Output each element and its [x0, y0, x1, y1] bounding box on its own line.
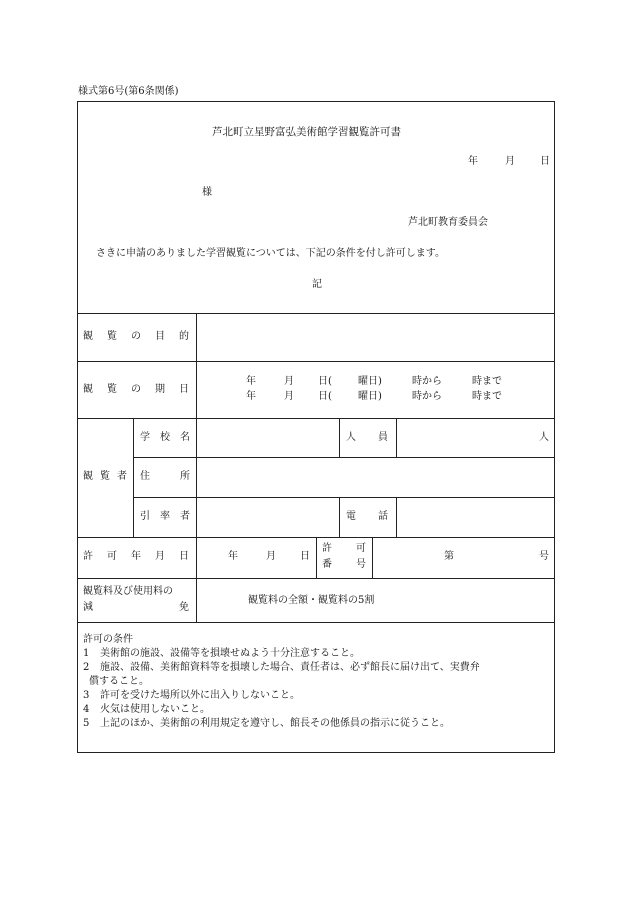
condition-text: 許可を受けた場所以外に出入りしないこと。 [100, 690, 300, 701]
condition-text: 上記のほか、美術館の利用規定を遵守し、館長その他係員の指示に従うこと。 [100, 718, 450, 729]
fee-label-line2: 減 免 [83, 602, 189, 613]
phone-field[interactable] [400, 500, 550, 534]
purpose-field[interactable] [200, 316, 550, 358]
date-day: 日 [540, 156, 550, 167]
grid-line [372, 537, 373, 578]
condition-item: 5 [83, 718, 90, 729]
condition-item: 1 [83, 648, 90, 659]
school-label: 学 校 名 [140, 432, 190, 443]
body-text: さきに申請のありました学習観覧については、下記の条件を付し許可します。 [96, 248, 445, 259]
grid-line [77, 418, 555, 419]
condition-text: 施設、設備、美術館資料等を損壊した場合、責任者は、必ず館長に届け出て、実費弁 [100, 662, 480, 673]
leader-field[interactable] [200, 500, 335, 534]
permit-number-label-bottom: 番 号 [322, 559, 366, 570]
permit-number-field[interactable]: 第 号 [444, 551, 549, 562]
purpose-label: 観 覧 の 目 的 [83, 331, 189, 342]
address-field[interactable] [200, 460, 550, 494]
condition-item: 2 [83, 662, 90, 673]
condition-text: 火気は使用しないこと。 [100, 704, 210, 715]
conditions-title: 許可の条件 [83, 634, 133, 645]
grid-line [339, 418, 340, 457]
fee-exemption-value[interactable]: 観覧料の全額・観覧料の5割 [248, 595, 375, 606]
address-label: 住 所 [140, 471, 190, 482]
grid-line [339, 497, 340, 537]
school-name-field[interactable] [200, 421, 335, 454]
grid-line [77, 361, 555, 362]
period-label: 観 覧 の 期 日 [83, 384, 189, 395]
people-label: 人 員 [346, 432, 388, 443]
people-unit: 人 [539, 432, 549, 443]
form-number-note: 様式第6号(第6条関係) [78, 86, 179, 97]
permit-number-label-top: 許 可 [322, 543, 366, 554]
period-field[interactable]: 年 月 日( 曜日) 時から 時まで 年 月 日( 曜日) 時から 時まで [246, 376, 502, 402]
grid-line [133, 418, 134, 537]
grid-line [316, 537, 317, 578]
grid-line [196, 313, 197, 622]
leader-label: 引 率 者 [140, 511, 190, 522]
condition-item: 3 [83, 690, 90, 701]
grid-line [77, 578, 555, 579]
phone-label: 電 話 [346, 511, 388, 522]
grid-line [396, 497, 397, 537]
permit-date-label: 許 可 年 月 日 [83, 551, 189, 562]
visitor-label: 観 覧 者 [83, 471, 127, 482]
addressee-suffix: 様 [202, 187, 212, 198]
date-month: 月 [505, 156, 515, 167]
condition-text: 美術館の施設、設備等を損壊せぬよう十分注意すること。 [100, 648, 360, 659]
document-title: 芦北町立星野富弘美術館学習観覧許可書 [212, 126, 401, 138]
issuer-name: 芦北町教育委員会 [408, 217, 488, 228]
date-year: 年 [468, 156, 478, 167]
condition-text-continued: 償すること。 [89, 676, 149, 687]
grid-line [396, 418, 397, 457]
permit-date-field[interactable]: 年 月 日 [228, 551, 310, 562]
grid-line [77, 313, 555, 314]
ki-notation: 記 [312, 279, 322, 290]
condition-item: 4 [83, 704, 90, 715]
people-count-field[interactable] [400, 421, 550, 454]
grid-line [77, 622, 555, 623]
fee-label-line1: 観覧料及び使用料の [83, 586, 173, 597]
